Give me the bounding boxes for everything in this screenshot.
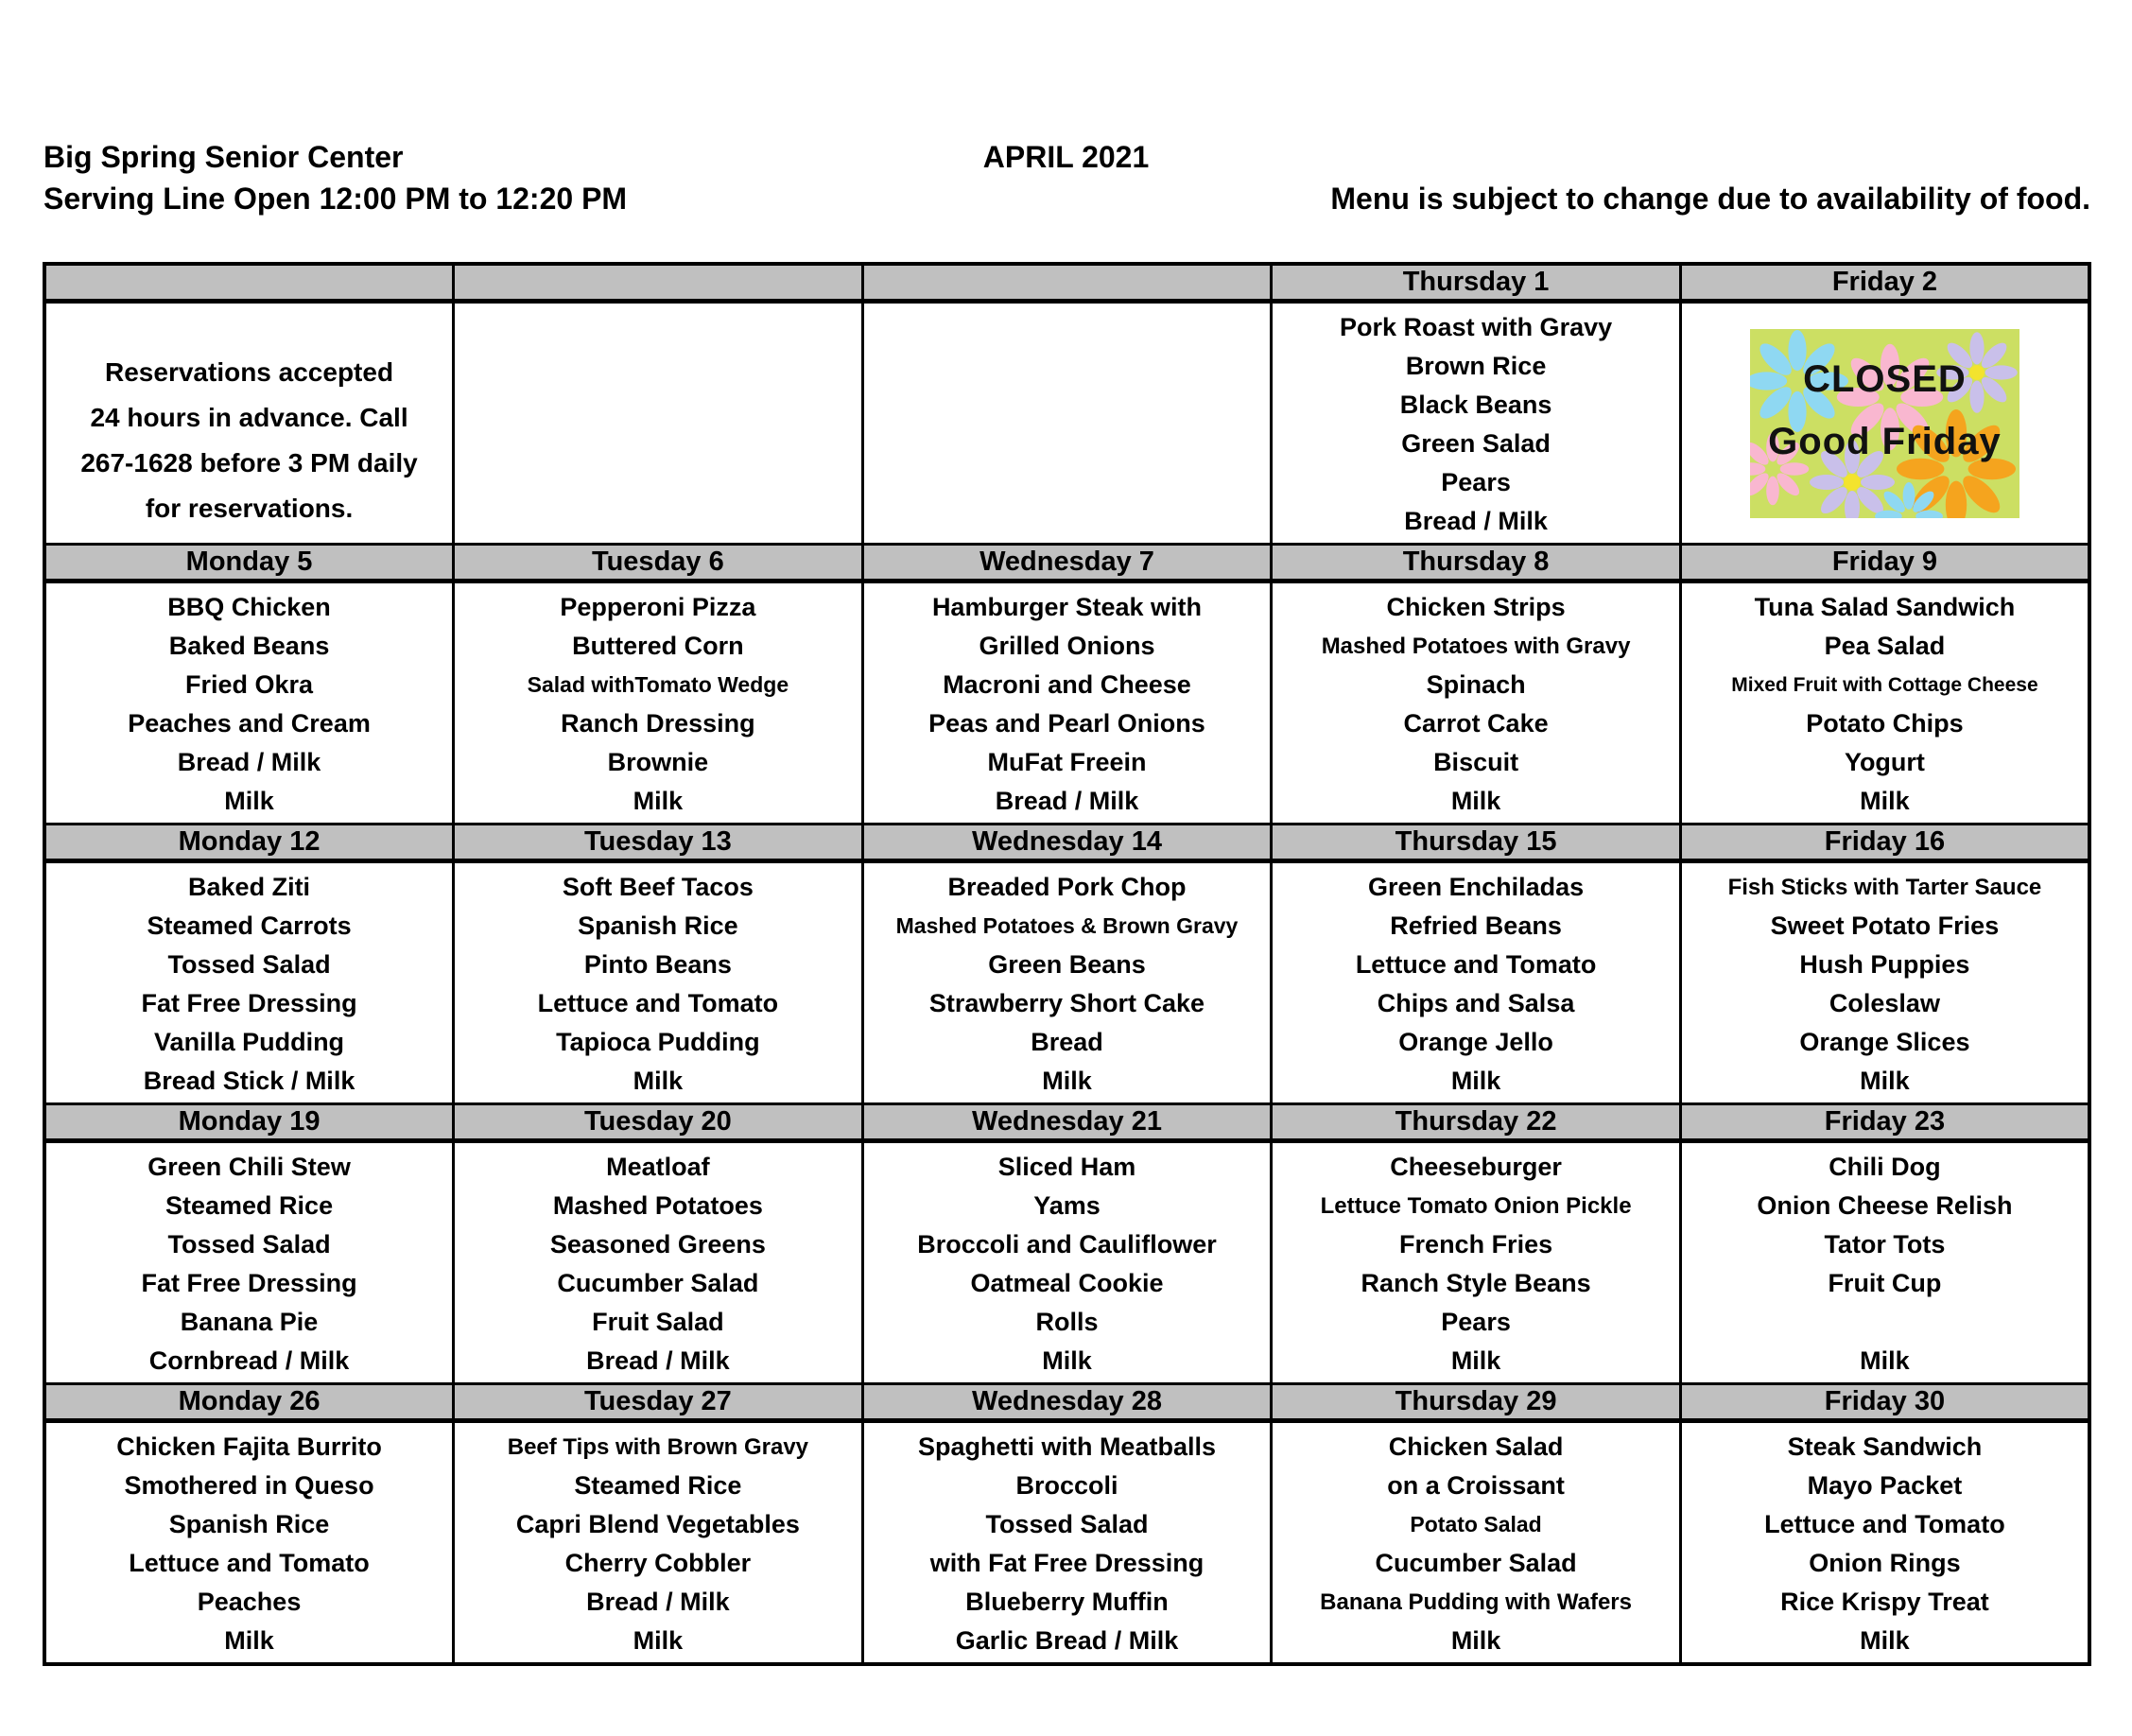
menu-item: Milk <box>1042 1346 1092 1375</box>
menu-item: Mashed Potatoes & Brown Gravy <box>895 913 1239 938</box>
menu-table-body <box>44 264 2089 1664</box>
menu-item: on a Croissant <box>1387 1471 1565 1500</box>
day-header-label: Tuesday 13 <box>583 826 732 857</box>
day-header-thursday-29 <box>1272 1384 1681 1421</box>
week-3-header-row <box>44 825 2089 861</box>
menu-item: Smothered in Queso <box>124 1471 374 1500</box>
menu-item: Seasoned Greens <box>549 1230 766 1259</box>
menu-item: with Fat Free Dressing <box>929 1549 1205 1577</box>
day-header-label: Tuesday 27 <box>583 1386 732 1416</box>
menu-cell <box>862 1421 1272 1665</box>
menu-cell <box>44 1141 454 1384</box>
week-1-header-row <box>44 264 2089 302</box>
menu-item-list <box>455 1423 861 1660</box>
menu-cell <box>44 861 454 1104</box>
week-3-menu-row <box>44 861 2089 1104</box>
menu-cell <box>454 582 863 825</box>
menu-item: Bread / Milk <box>586 1588 730 1616</box>
day-header-label: Monday 12 <box>178 826 321 857</box>
day-header-tuesday-20 <box>454 1104 863 1141</box>
menu-item: Cucumber Salad <box>557 1269 759 1297</box>
menu-item-list <box>455 863 861 1101</box>
menu-item: Pepperoni Pizza <box>560 593 756 621</box>
menu-item-list <box>1682 583 2088 821</box>
menu-cell <box>1272 1421 1681 1665</box>
menu-item: Chicken Salad <box>1388 1432 1564 1461</box>
menu-item: BBQ Chicken <box>167 593 331 621</box>
menu-item: MuFat Freein <box>987 748 1147 776</box>
menu-item: Green Beans <box>988 950 1146 979</box>
menu-item: Mashed Potatoes <box>552 1191 763 1220</box>
week-4-menu-row <box>44 1141 2089 1384</box>
menu-item: Potato Salad <box>1410 1512 1542 1536</box>
day-header-label: Wednesday 21 <box>972 1106 1162 1137</box>
day-header-wednesday-14 <box>862 825 1272 861</box>
day-header-label: Friday 16 <box>1824 826 1946 857</box>
menu-item: Baked Beans <box>168 632 330 660</box>
note-line: 267-1628 before 3 PM daily <box>80 447 418 477</box>
menu-cell <box>1272 302 1681 545</box>
menu-item: Bread / Milk <box>177 748 321 776</box>
menu-cell <box>1272 582 1681 825</box>
menu-item: Broccoli and Cauliflower <box>917 1230 1217 1259</box>
week-5-menu-row <box>44 1421 2089 1665</box>
menu-item: Brownie <box>607 748 709 776</box>
closed-cell-inner <box>1682 304 2088 543</box>
menu-item: Capri Blend Vegetables <box>515 1510 800 1538</box>
menu-item-list <box>46 863 452 1101</box>
menu-item: Potato Chips <box>1806 709 1964 738</box>
menu-item: Hamburger Steak with <box>931 593 1203 621</box>
menu-item-list <box>864 1423 1271 1660</box>
week-1-menu-row <box>44 302 2089 545</box>
menu-item: Milk <box>224 1626 274 1655</box>
day-header-label: Friday 30 <box>1824 1386 1946 1416</box>
menu-item: Fried Okra <box>185 670 314 699</box>
menu-item: Ranch Style Beans <box>1361 1269 1591 1297</box>
menu-item: Mayo Packet <box>1807 1471 1963 1500</box>
note-line: 24 hours in advance. Call <box>90 402 408 432</box>
day-header-label: Monday 5 <box>185 547 313 577</box>
menu-item: Cucumber Salad <box>1375 1549 1577 1577</box>
menu-item: Milk <box>633 1067 684 1095</box>
menu-item: Steamed Carrots <box>147 911 352 940</box>
menu-item: Onion Cheese Relish <box>1757 1191 2013 1220</box>
menu-item: Milk <box>1450 1626 1501 1655</box>
reservations-note-cell <box>44 302 454 545</box>
menu-item: Milk <box>633 787 684 815</box>
menu-item: Banana Pie <box>180 1308 319 1336</box>
day-header-tuesday-27 <box>454 1384 863 1421</box>
menu-item: Chicken Strips <box>1386 593 1566 621</box>
menu-item: Tossed Salad <box>985 1510 1149 1538</box>
menu-item: Spinach <box>1426 670 1526 699</box>
menu-item: Lettuce and Tomato <box>129 1549 370 1577</box>
menu-item: Fat Free Dressing <box>141 989 357 1017</box>
menu-item: Orange Slices <box>1799 1028 1970 1056</box>
menu-item: Fruit Salad <box>592 1308 724 1336</box>
menu-item: Baked Ziti <box>188 873 311 901</box>
menu-item: Bread / Milk <box>1404 507 1548 535</box>
closed-cell <box>1680 302 2089 545</box>
week-5-header-row <box>44 1384 2089 1421</box>
menu-cell <box>1680 582 2089 825</box>
menu-item: Pea Salad <box>1824 632 1946 660</box>
day-header-friday-9 <box>1680 545 2089 582</box>
day-header-label: Friday 23 <box>1824 1106 1946 1137</box>
flower-center <box>1844 474 1861 491</box>
menu-item: Lettuce Tomato Onion Pickle <box>1320 1193 1632 1219</box>
menu-item: Milk <box>1042 1067 1092 1095</box>
menu-item: Chips and Salsa <box>1377 989 1575 1017</box>
menu-cell <box>454 1421 863 1665</box>
menu-item: Carrot Cake <box>1403 709 1549 738</box>
menu-item: Lettuce and Tomato <box>1355 950 1597 979</box>
menu-item-list <box>455 583 861 821</box>
menu-item: Cornbread / Milk <box>148 1346 350 1375</box>
menu-item-list <box>864 583 1271 821</box>
menu-item: Steamed Rice <box>574 1471 742 1500</box>
menu-item: Beef Tips with Brown Gravy <box>507 1434 809 1460</box>
menu-item: Milk <box>1860 1626 1910 1655</box>
day-header-monday-26 <box>44 1384 454 1421</box>
menu-cell <box>1272 861 1681 1104</box>
day-header-thursday-22 <box>1272 1104 1681 1141</box>
menu-item-list <box>1273 1423 1679 1660</box>
menu-item: Tator Tots <box>1824 1230 1946 1259</box>
menu-item-list <box>455 1143 861 1380</box>
day-header-monday-12 <box>44 825 454 861</box>
week-4-header-row <box>44 1104 2089 1141</box>
menu-item: Biscuit <box>1433 748 1519 776</box>
menu-item: Hush Puppies <box>1799 950 1970 979</box>
day-header-empty <box>44 264 454 302</box>
day-header-label: Thursday 29 <box>1395 1386 1557 1416</box>
menu-cell <box>44 582 454 825</box>
menu-item: Yams <box>1033 1191 1101 1220</box>
day-header-label: Thursday 8 <box>1402 547 1550 577</box>
menu-item: Garlic Bread / Milk <box>955 1626 1179 1655</box>
day-header-label: Friday 9 <box>1831 547 1938 577</box>
reservations-note <box>46 304 452 543</box>
menu-item-list <box>46 1423 452 1660</box>
menu-cell <box>862 582 1272 825</box>
menu-item: Bread Stick / Milk <box>143 1067 355 1095</box>
menu-item: Steak Sandwich <box>1787 1432 1983 1461</box>
day-header-empty <box>862 264 1272 302</box>
menu-item-list <box>1682 1423 2088 1660</box>
serving-line-hours: Serving Line Open 12:00 PM to 12:20 PM <box>43 182 628 216</box>
menu-item: Milk <box>1450 1067 1501 1095</box>
menu-item: Mashed Potatoes with Gravy <box>1321 634 1631 659</box>
day-header-label: Thursday 22 <box>1395 1106 1557 1137</box>
menu-cell <box>862 861 1272 1104</box>
menu-item: Milk <box>633 1626 684 1655</box>
menu-item-list <box>864 863 1271 1101</box>
note-line: for reservations. <box>145 493 354 523</box>
menu-item: Rolls <box>1035 1308 1099 1336</box>
menu-item: Fish Sticks with Tarter Sauce <box>1727 875 2042 900</box>
menu-item: Green Enchiladas <box>1368 873 1585 901</box>
menu-item: Banana Pudding with Wafers <box>1320 1589 1632 1615</box>
day-header-monday-5 <box>44 545 454 582</box>
day-header-thursday-15 <box>1272 825 1681 861</box>
menu-item: Milk <box>224 787 274 815</box>
menu-item-list <box>1682 1143 2088 1380</box>
menu-item: Refried Beans <box>1390 911 1562 940</box>
menu-cell <box>44 1421 454 1665</box>
menu-item: Milk <box>1860 1346 1910 1375</box>
menu-item: Macroni and Cheese <box>943 670 1191 699</box>
menu-item: Blueberry Muffin <box>965 1588 1169 1616</box>
menu-item: Fruit Cup <box>1828 1269 1942 1297</box>
day-header-friday-30 <box>1680 1384 2089 1421</box>
menu-change-note: Menu is subject to change due to availability of food. <box>1330 182 2090 216</box>
menu-item: Bread <box>1031 1028 1103 1056</box>
menu-item: Bread / Milk <box>586 1346 730 1375</box>
day-header-friday-16 <box>1680 825 2089 861</box>
menu-item: Yogurt <box>1844 748 1925 776</box>
menu-item: French Fries <box>1399 1230 1553 1259</box>
day-header-wednesday-21 <box>862 1104 1272 1141</box>
menu-item: Grilled Onions <box>979 632 1155 660</box>
menu-item: Pears <box>1441 1308 1511 1336</box>
menu-item: Vanilla Pudding <box>154 1028 345 1056</box>
menu-item: Pork Roast with Gravy <box>1340 313 1613 341</box>
menu-item: Mixed Fruit with Cottage Cheese <box>1731 674 2038 696</box>
closed-label: CLOSED <box>1803 357 1967 400</box>
menu-table <box>43 262 2091 1666</box>
menu-item: Tuna Salad Sandwich <box>1754 593 2016 621</box>
day-header-label: Thursday 15 <box>1395 826 1557 857</box>
menu-item: Cheeseburger <box>1390 1153 1562 1181</box>
menu-cell <box>1680 1141 2089 1384</box>
menu-item: Onion Rings <box>1809 1549 1961 1577</box>
closed-good-friday-sign <box>1750 329 2019 518</box>
menu-item: Green Chili Stew <box>147 1153 351 1181</box>
week-2-menu-row <box>44 582 2089 825</box>
menu-item: Peaches <box>197 1588 302 1616</box>
menu-cell <box>1680 861 2089 1104</box>
menu-cell <box>862 1141 1272 1384</box>
month-title: APRIL 2021 <box>982 140 1150 174</box>
menu-item: Milk <box>1860 787 1910 815</box>
menu-item: Black Beans <box>1399 391 1552 419</box>
menu-item: Sliced Ham <box>997 1153 1136 1181</box>
day-header-label: Wednesday 7 <box>979 547 1154 577</box>
menu-item: Sweet Potato Fries <box>1770 911 2000 940</box>
week-2-header-row <box>44 545 2089 582</box>
menu-item: Pinto Beans <box>583 950 732 979</box>
day-header-label: Tuesday 20 <box>583 1106 732 1137</box>
menu-item: Orange Jello <box>1398 1028 1553 1056</box>
menu-item: Breaded Pork Chop <box>947 873 1187 901</box>
day-header-label: Wednesday 28 <box>972 1386 1162 1416</box>
day-header-monday-19 <box>44 1104 454 1141</box>
center-name: Big Spring Senior Center <box>43 140 404 174</box>
menu-item: Ranch Dressing <box>561 709 755 738</box>
day-header-tuesday-6 <box>454 545 863 582</box>
menu-item: Spaghetti with Meatballs <box>917 1432 1216 1461</box>
menu-item: Tossed Salad <box>167 950 331 979</box>
day-header-thursday-1 <box>1272 264 1681 302</box>
menu-item: Salad withTomato Wedge <box>527 672 789 697</box>
menu-item: Green Salad <box>1401 429 1551 458</box>
menu-cell <box>1680 1421 2089 1665</box>
menu-item <box>1682 1303 2088 1342</box>
good-friday-label: Good Friday <box>1768 420 2002 462</box>
menu-item: Spanish Rice <box>578 911 738 940</box>
menu-item: Buttered Corn <box>572 632 744 660</box>
menu-item-list <box>1273 583 1679 821</box>
menu-item-list <box>1682 863 2088 1101</box>
menu-item: Strawberry Short Cake <box>928 989 1205 1017</box>
menu-item: Spanish Rice <box>168 1510 330 1538</box>
menu-item: Pears <box>1441 468 1511 496</box>
menu-item-list <box>1273 1143 1679 1380</box>
menu-cell <box>454 861 863 1104</box>
menu-item: Coleslaw <box>1829 989 1940 1017</box>
day-header-wednesday-28 <box>862 1384 1272 1421</box>
menu-item: Milk <box>1450 1346 1501 1375</box>
menu-item: Tossed Salad <box>167 1230 331 1259</box>
empty-cell <box>862 302 1272 545</box>
menu-item-list <box>1273 863 1679 1101</box>
note-line: Reservations accepted <box>105 356 394 387</box>
day-header-label: Thursday 1 <box>1402 267 1550 297</box>
menu-item-list <box>1273 304 1679 541</box>
menu-item-list <box>864 1143 1271 1380</box>
menu-item: Chicken Fajita Burrito <box>116 1432 382 1461</box>
day-header-friday-2 <box>1680 264 2089 302</box>
menu-item: Broccoli <box>1015 1471 1118 1500</box>
menu-item: Brown Rice <box>1405 352 1547 380</box>
day-header-empty <box>454 264 863 302</box>
day-header-label: Monday 26 <box>178 1386 321 1416</box>
day-header-label: Monday 19 <box>178 1106 321 1137</box>
day-header-label: Friday 2 <box>1831 267 1938 297</box>
day-header-wednesday-7 <box>862 545 1272 582</box>
menu-item: Bread / Milk <box>995 787 1139 815</box>
day-header-thursday-8 <box>1272 545 1681 582</box>
menu-item: Peaches and Cream <box>128 709 371 738</box>
menu-item: Milk <box>1450 787 1501 815</box>
day-header-friday-23 <box>1680 1104 2089 1141</box>
menu-item-list <box>46 1143 452 1380</box>
menu-item: Chili Dog <box>1829 1153 1941 1181</box>
menu-item: Oatmeal Cookie <box>970 1269 1164 1297</box>
menu-item: Tapioca Pudding <box>556 1028 760 1056</box>
menu-item: Meatloaf <box>606 1153 710 1181</box>
menu-item: Cherry Cobbler <box>564 1549 752 1577</box>
menu-cell <box>454 1141 863 1384</box>
menu-item: Soft Beef Tacos <box>562 873 754 901</box>
menu-item-list <box>46 583 452 821</box>
menu-cell <box>1272 1141 1681 1384</box>
menu-item: Rice Krispy Treat <box>1780 1588 1989 1616</box>
menu-item: Lettuce and Tomato <box>537 989 779 1017</box>
day-header-label: Wednesday 14 <box>972 826 1162 857</box>
empty-cell <box>454 302 863 545</box>
day-header-tuesday-13 <box>454 825 863 861</box>
menu-item: Lettuce and Tomato <box>1764 1510 2005 1538</box>
menu-item: Peas and Pearl Onions <box>928 709 1205 738</box>
day-header-label: Tuesday 6 <box>592 547 724 577</box>
menu-item: Milk <box>1860 1067 1910 1095</box>
menu-item: Fat Free Dressing <box>141 1269 357 1297</box>
menu-item: Steamed Rice <box>165 1191 334 1220</box>
